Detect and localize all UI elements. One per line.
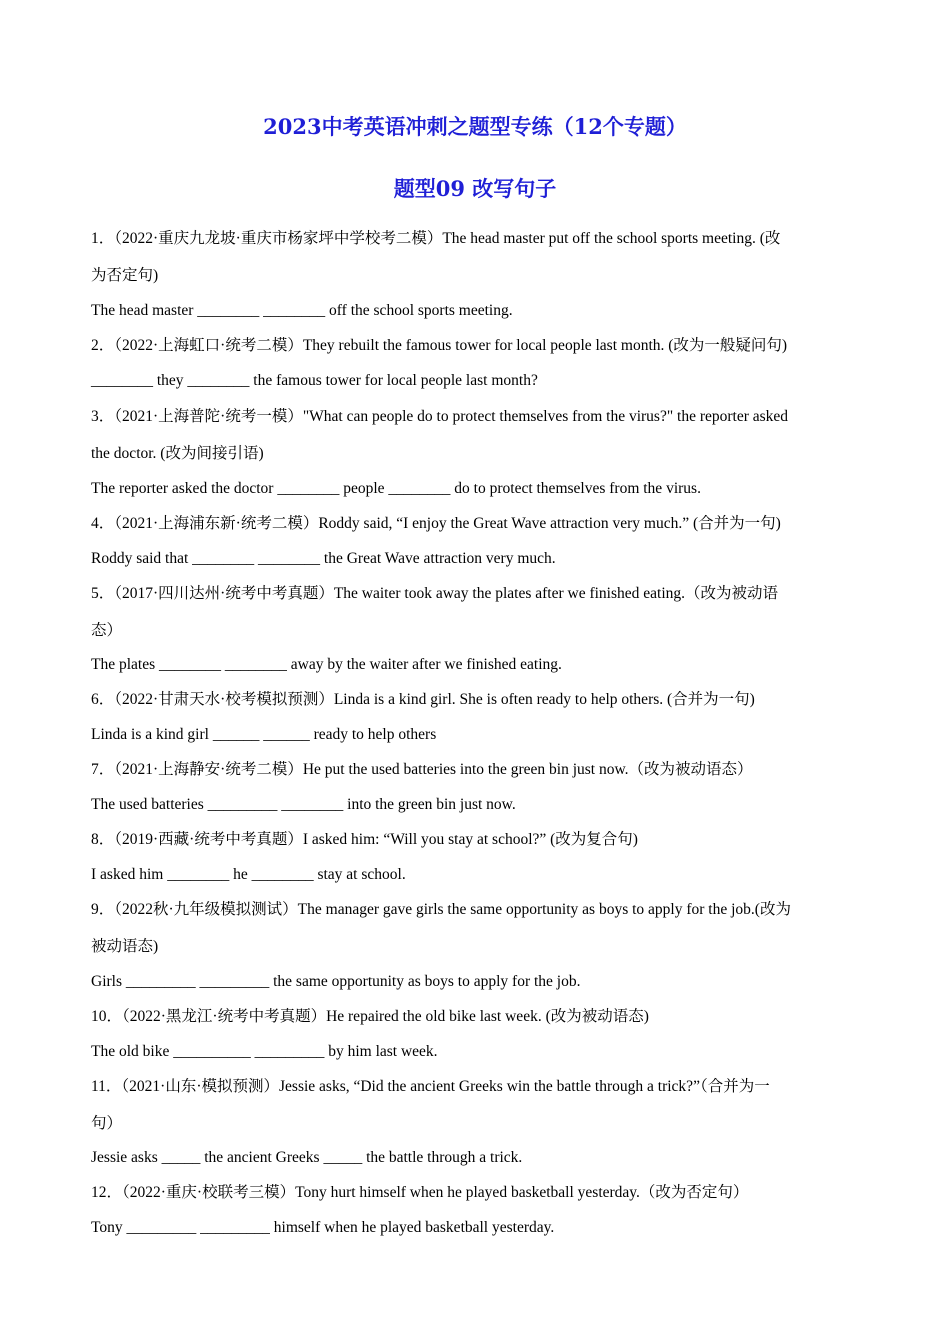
question-10-answer: The old bike __________ _________ by him last week. xyxy=(91,1043,438,1060)
question-4-prompt: 4．（2021·上海浦东新·统考二模）Roddy said, “I enjoy the Great Wave attraction very much.” (合并为一句) xyxy=(91,515,781,532)
question-3-prompt-cont: the doctor. (改为间接引语) xyxy=(91,445,264,462)
question-4-answer: Roddy said that ________ ________ the Great Wave attraction very much. xyxy=(91,550,556,567)
question-7-answer: The used batteries _________ ________ into the green bin just now. xyxy=(91,796,516,813)
question-8-answer: I asked him ________ he ________ stay at school. xyxy=(91,866,406,883)
question-11-prompt: 11．（2021·山东·模拟预测）Jessie asks, “Did the ancient Greeks win the battle through a trick?”（合并为一 xyxy=(91,1078,770,1095)
question-3-answer: The reporter asked the doctor ________ people ________ do to protect themselves from the virus. xyxy=(91,480,701,497)
question-11-prompt-cont: 句） xyxy=(91,1115,123,1132)
question-1-prompt: 1．（2022·重庆九龙坡·重庆市杨家坪中学校考二模）The head master put off the school sports meeting. (改 xyxy=(91,230,781,247)
question-7-prompt: 7．（2021·上海静安·统考二模）He put the used batteries into the green bin just now.（改为被动语态） xyxy=(91,761,753,778)
question-2-prompt: 2．（2022·上海虹口·统考二模）They rebuilt the famous tower for local people last month. (改为一般疑问句) xyxy=(91,337,788,354)
section-title: 题型09 改写句子 xyxy=(393,176,557,201)
question-8-prompt: 8．（2019·西藏·统考中考真题）I asked him: “Will you stay at school?” (改为复合句) xyxy=(91,831,638,848)
question-1-answer: The head master ________ ________ off the school sports meeting. xyxy=(91,302,513,319)
document-title: 2023中考英语冲刺之题型专练（12个专题） xyxy=(263,114,687,139)
question-10-prompt: 10．（2022·黑龙江·统考中考真题）He repaired the old bike last week. (改为被动语态) xyxy=(91,1008,649,1025)
question-12-answer: Tony _________ _________ himself when he played basketball yesterday. xyxy=(91,1219,555,1236)
question-5-answer: The plates ________ ________ away by the waiter after we finished eating. xyxy=(91,656,562,673)
question-1-prompt-cont: 为否定句) xyxy=(91,267,159,284)
question-11-answer: Jessie asks _____ the ancient Greeks _____ the battle through a trick. xyxy=(91,1149,523,1166)
question-6-prompt: 6．（2022·甘肃天水·校考模拟预测）Linda is a kind girl. She is often ready to help others. (合并为一句) xyxy=(91,691,755,708)
question-5-prompt: 5．（2017·四川达州·统考中考真题）The waiter took away the plates after we finished eating.（改为被动语 xyxy=(91,585,779,602)
question-9-answer: Girls _________ _________ the same opportunity as boys to apply for the job. xyxy=(91,973,581,990)
question-2-answer: ________ they ________ the famous tower for local people last month? xyxy=(91,372,538,389)
question-6-answer: Linda is a kind girl ______ ______ ready to help others xyxy=(91,726,437,743)
question-12-prompt: 12．（2022·重庆·校联考三模）Tony hurt himself when he played basketball yesterday.（改为否定句） xyxy=(91,1184,749,1201)
question-5-prompt-cont: 态） xyxy=(91,622,123,639)
question-3-prompt: 3．（2021·上海普陀·统考一模）"What can people do to protect themselves from the virus?" the reporter asked xyxy=(91,408,789,425)
question-9-prompt: 9．（2022秋·九年级模拟测试）The manager gave girls the same opportunity as boys to apply for the job.(改为 xyxy=(91,901,791,918)
question-9-prompt-cont: 被动语态) xyxy=(91,938,159,955)
